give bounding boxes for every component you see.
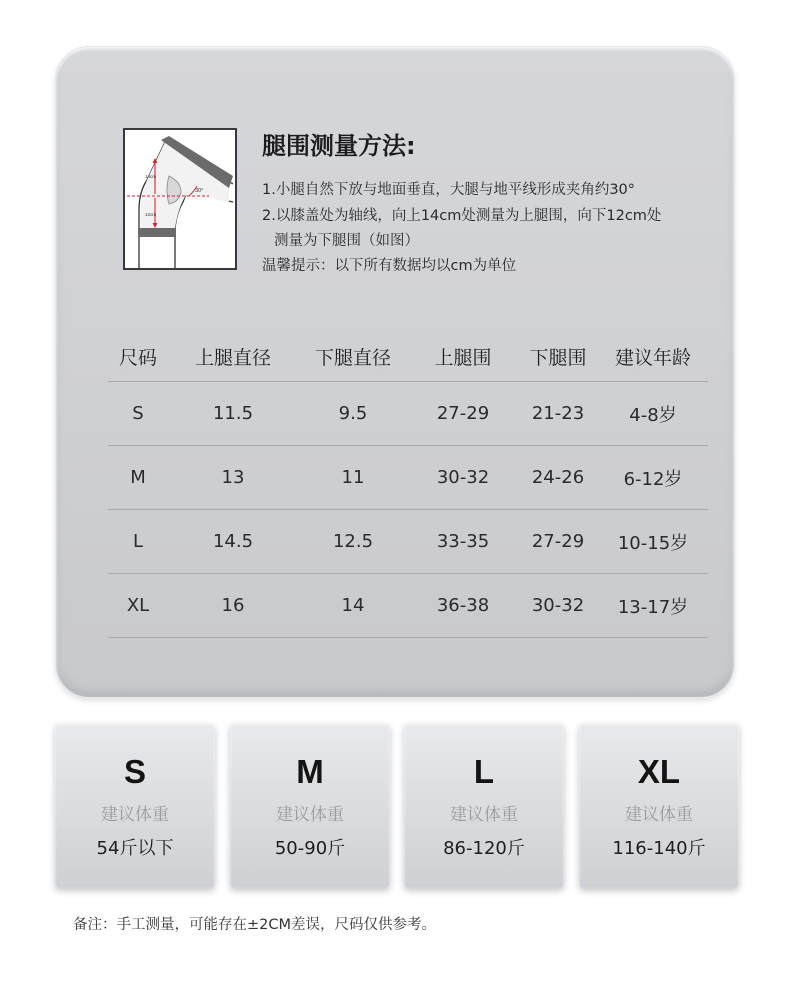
- cell-lower-circumference: 30-32: [531, 595, 585, 616]
- table-row: [108, 510, 708, 574]
- cell-suggested-age: 13-17岁: [617, 596, 689, 618]
- weight-range: 50-90斤: [274, 838, 346, 859]
- weight-label: 建议体重: [450, 805, 518, 825]
- size-card-l: [404, 723, 564, 888]
- method-step-2-continued: 测量为下腿围（如图）: [274, 233, 419, 249]
- knee-measurement-diagram: [123, 128, 237, 270]
- cell-size: L: [132, 531, 144, 552]
- measurement-method-title: 腿围测量方法:: [262, 132, 416, 160]
- cell-size: S: [132, 403, 144, 424]
- cell-size: M: [130, 467, 146, 488]
- header-upper-diameter: 上腿直径: [194, 347, 271, 369]
- weight-range: 54斤以下: [96, 838, 174, 859]
- brace-bottom-band: [138, 228, 176, 237]
- cell-suggested-age: 6-12岁: [623, 468, 683, 490]
- header-size: 尺码: [118, 347, 157, 369]
- cell-lower-circumference: 21-23: [531, 403, 585, 424]
- table-row: [108, 382, 708, 446]
- unit-tip: 温馨提示：以下所有数据均以cm为单位: [262, 258, 517, 274]
- upper-distance-label: 14cm: [145, 174, 157, 179]
- cell-size: XL: [126, 595, 150, 616]
- cell-lower-diameter: 14: [341, 595, 365, 616]
- header-lower-circumference: 下腿围: [529, 347, 587, 369]
- size-letter: L: [473, 753, 495, 790]
- size-letter: S: [123, 753, 146, 790]
- size-card-xl: [579, 723, 739, 888]
- angle-label: 30°: [195, 188, 204, 194]
- header-suggested-age: 建议年龄: [614, 347, 691, 369]
- weight-label: 建议体重: [276, 805, 344, 825]
- cell-lower-diameter: 9.5: [338, 403, 368, 424]
- size-card-s: [55, 723, 215, 888]
- cell-upper-circumference: 36-38: [436, 595, 490, 616]
- table-header-row: [108, 332, 708, 382]
- cell-upper-circumference: 27-29: [436, 403, 490, 424]
- size-table: [108, 332, 708, 638]
- cell-upper-diameter: 11.5: [212, 403, 254, 424]
- cell-lower-circumference: 27-29: [531, 531, 585, 552]
- knee-brace-illustration: [125, 130, 235, 268]
- cell-suggested-age: 10-15岁: [617, 532, 689, 554]
- weight-range: 86-120斤: [443, 838, 525, 859]
- weight-label: 建议体重: [101, 805, 169, 825]
- table-row: [108, 574, 708, 638]
- cell-suggested-age: 4-8岁: [629, 404, 677, 426]
- weight-label: 建议体重: [625, 805, 693, 825]
- method-step-2: 2.以膝盖处为轴线，向上14cm处测量为上腿围，向下12cm处: [262, 208, 662, 224]
- size-letter: XL: [637, 753, 681, 790]
- table-row: [108, 446, 708, 510]
- method-step-1: 1.小腿自然下放与地面垂直，大腿与地平线形成夹角约30°: [262, 182, 636, 198]
- size-card-m: [230, 723, 390, 888]
- cell-upper-diameter: 14.5: [212, 531, 254, 552]
- lower-distance-label: 12cm: [145, 212, 157, 217]
- weight-range: 116-140斤: [612, 838, 706, 859]
- cell-lower-diameter: 11: [341, 467, 365, 488]
- cell-upper-diameter: 16: [221, 595, 245, 616]
- footnote: 备注：手工测量，可能存在±2CM差误，尺码仅供参考。: [73, 917, 437, 933]
- cell-lower-diameter: 12.5: [332, 531, 374, 552]
- size-letter: M: [296, 753, 324, 790]
- cell-upper-circumference: 30-32: [436, 467, 490, 488]
- header-upper-circumference: 上腿围: [434, 347, 492, 369]
- cell-upper-diameter: 13: [221, 467, 245, 488]
- cell-upper-circumference: 33-35: [436, 531, 490, 552]
- header-lower-diameter: 下腿直径: [314, 347, 391, 369]
- cell-lower-circumference: 24-26: [531, 467, 585, 488]
